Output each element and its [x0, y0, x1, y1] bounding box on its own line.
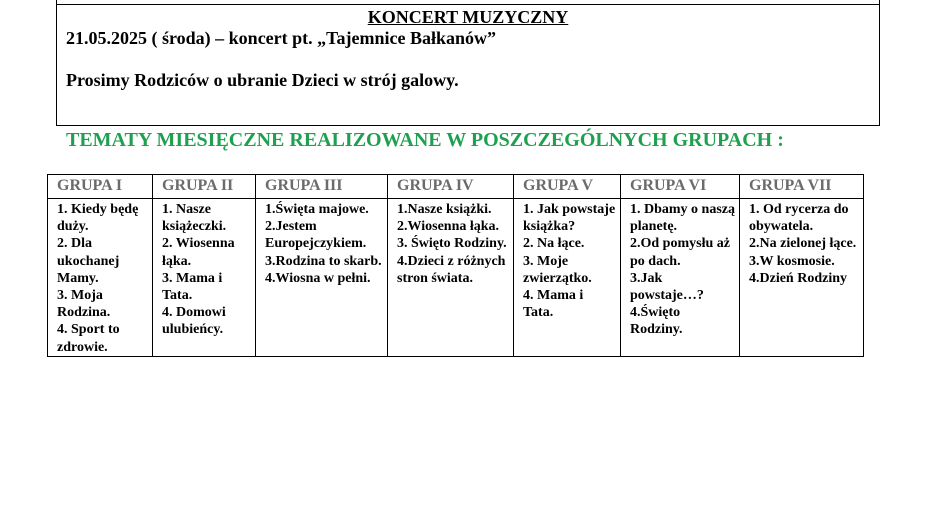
topic-item: 3.Jak powstaje…?	[630, 270, 704, 304]
topic-item: 3. Święto Rodziny.	[397, 236, 507, 252]
table-row	[48, 199, 864, 357]
group-topics-cell	[740, 199, 864, 357]
group-header: GRUPA III	[256, 175, 388, 199]
topic-item: 4.Dzień Rodziny	[749, 270, 847, 286]
group-header: GRUPA VI	[621, 175, 740, 199]
concert-dress-note: Prosimy Rodziców o ubranie Dzieci w strój galowy.	[66, 70, 459, 90]
topic-item: 1. Kiedy będę duży.	[57, 202, 139, 235]
group-header: GRUPA V	[514, 175, 621, 199]
divider	[57, 4, 879, 5]
group-header: GRUPA VII	[740, 175, 864, 199]
topic-item: 4. Sport to zdrowie.	[57, 322, 120, 355]
topic-item: 4.Dzieci z różnych stron świata.	[397, 253, 506, 286]
topic-item: 3. Moje zwierzątko.	[523, 253, 592, 286]
topic-item: 4. Domowi ulubieńcy.	[162, 305, 226, 338]
group-topics-cell	[153, 199, 256, 357]
topic-item: 2. Wiosenna łąka.	[162, 236, 235, 269]
topic-item: 2.Od pomysłu aż po dach.	[630, 236, 730, 269]
topic-item: 3.W kosmosie.	[749, 253, 835, 269]
topic-item: 3.Rodzina to skarb.	[265, 253, 382, 269]
topic-item: 2. Dla ukochanej Mamy.	[57, 236, 120, 286]
topic-item: 1.Święta majowe.	[265, 202, 369, 217]
group-topics-cell	[514, 199, 621, 357]
concert-announcement-box	[56, 0, 880, 126]
group-header: GRUPA II	[153, 175, 256, 199]
group-header: GRUPA I	[48, 175, 153, 199]
topic-item: 2. Na łące.	[523, 236, 585, 252]
topic-item: 1. Dbamy o naszą planetę.	[630, 202, 736, 235]
group-topics-cell	[388, 199, 514, 357]
concert-date-line: 21.05.2025 ( środa) – koncert pt. „Tajemnice Bałkanów”	[66, 28, 497, 48]
topic-item: 3. Mama i Tata.	[162, 270, 223, 304]
group-topics-cell	[256, 199, 388, 357]
topic-item: 1. Od rycerza do obywatela.	[749, 202, 849, 235]
topic-item: 2.Wiosenna łąka.	[397, 219, 500, 235]
topic-item: 2.Jestem Europejczykiem.	[265, 219, 367, 252]
concert-title: KONCERT MUZYCZNY	[367, 7, 569, 27]
topic-item: 1. Nasze książeczki.	[162, 202, 227, 235]
table-header-row	[48, 175, 864, 199]
topic-item: 3. Moja Rodzina.	[57, 288, 111, 321]
group-topics-cell	[621, 199, 740, 357]
topic-item: 4.Święto Rodziny.	[630, 305, 683, 338]
groups-table	[47, 174, 864, 357]
topic-item: 1. Jak powstaje książka?	[523, 202, 616, 235]
topic-item: 2.Na zielonej łące.	[749, 236, 857, 252]
topic-item: 1.Nasze książki.	[397, 202, 492, 217]
themes-heading: TEMATY MIESIĘCZNE REALIZOWANE W POSZCZEGÓLNYCH GRUPACH :	[66, 129, 784, 151]
group-header: GRUPA IV	[388, 175, 514, 199]
topic-item: 4.Wiosna w pełni.	[265, 270, 371, 286]
topic-item: 4. Mama i Tata.	[523, 288, 584, 321]
group-topics-cell	[48, 199, 153, 357]
